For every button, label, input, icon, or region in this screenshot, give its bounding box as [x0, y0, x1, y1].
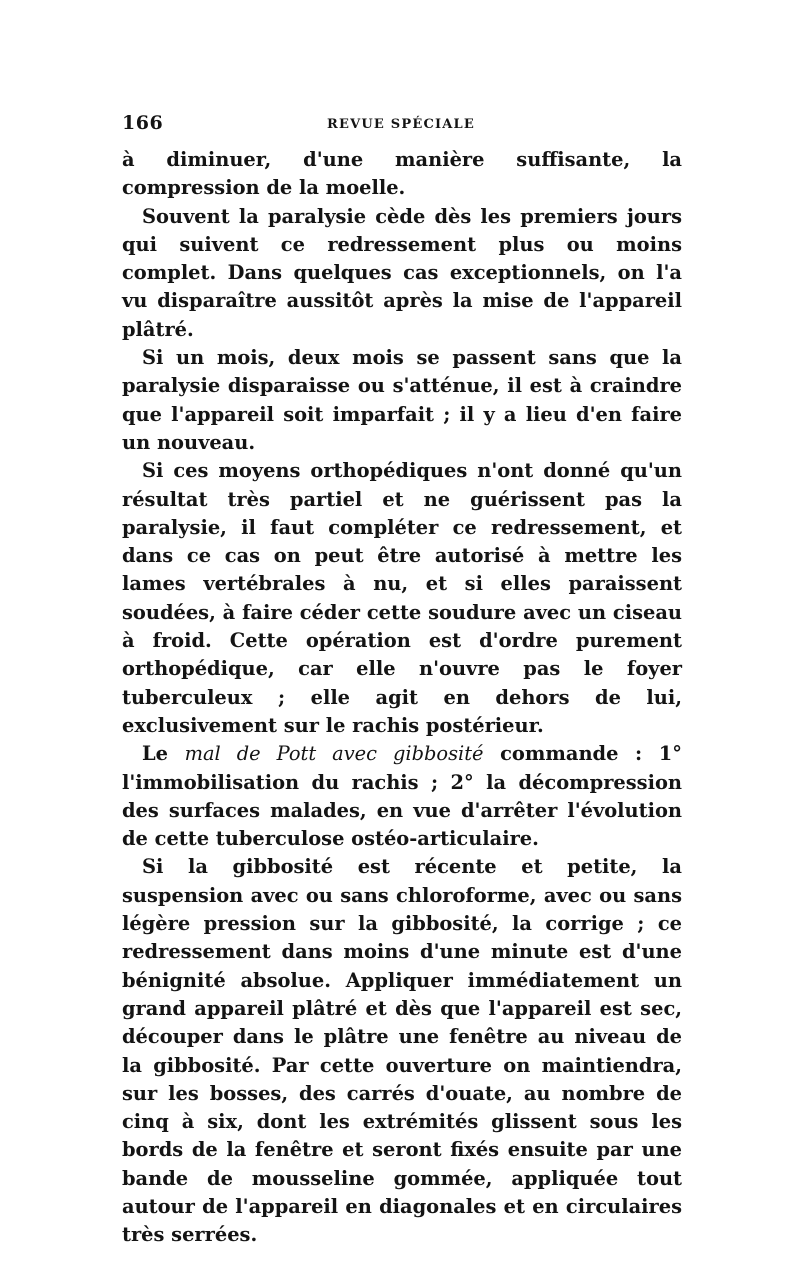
- running-title: REVUE SPÉCIALE: [327, 117, 476, 132]
- paragraph-paralysie-cede: Souvent la paralysie cède dès les premiers jours qui suivent ce redressement plus ou moins complet. Dans quelques cas exceptionnels, on l'a vu disparaître aussitôt après la mise de l'appareil plâtré.: [122, 204, 682, 341]
- body-text: [122, 146, 682, 1250]
- italic-term: mal de Pott avec gibbosité: [184, 742, 484, 766]
- paragraph-mal-de-pott: [122, 740, 682, 853]
- book-page: [122, 112, 682, 1250]
- paragraph-rest: commande : 1° l'immobilisation du rachis ; 2° la décompression des surfaces malades, en vue d'arrêter l'évolution de cette tuberculose ostéo-articulaire.: [122, 742, 682, 851]
- paragraph-lead: Le: [142, 742, 185, 766]
- paragraph-lames-vertebrales: Si ces moyens orthopédiques n'ont donné qu'un résultat très partiel et ne guérissent pas la paralysie, il faut compléter ce redressement, et dans ce cas on peut être autorisé à mettre les lames vertébrales à nu, et si elles paraissent soudées, à faire céder cette soudure avec un ciseau à froid. Cette opération est d'ordre purement orthopédique, car elle n'ouvre pas le foyer tuberculeux ; elle agit en dehors de lui, exclusivement sur le rachis postérieur.: [122, 459, 682, 737]
- page-number: 166: [122, 112, 164, 134]
- paragraph-nouvel-appareil: Si un mois, deux mois se passent sans que la paralysie disparaisse ou s'atténue, il est à craindre que l'appareil soit imparfait ; il y a lieu d'en faire un nouveau.: [122, 346, 682, 454]
- paragraph-continuation: à diminuer, d'une manière suffisante, la compression de la moelle.: [122, 148, 682, 200]
- paragraph-gibbosite-recente: Si la gibbosité est récente et petite, la suspension avec ou sans chloroforme, avec ou sans légère pression sur la gibbosité, la corrige ; ce redressement dans moins d'une minute est d'une bénignité absolue. Appliquer immédiatement un grand appareil plâtré et dès que l'appareil est sec, découper dans le plâtre une fenêtre au niveau de la gibbosité. Par cette ouverture on maintiendra, sur les bosses, des carrés d'ouate, au nombre de cinq à six, dont les extrémités glissent sous les bords de la fenêtre et seront fixés ensuite par une bande de mousseline gommée, appliquée tout autour de l'appareil en diagonales et en circulaires très serrées.: [122, 855, 682, 1247]
- running-head: [122, 112, 682, 146]
